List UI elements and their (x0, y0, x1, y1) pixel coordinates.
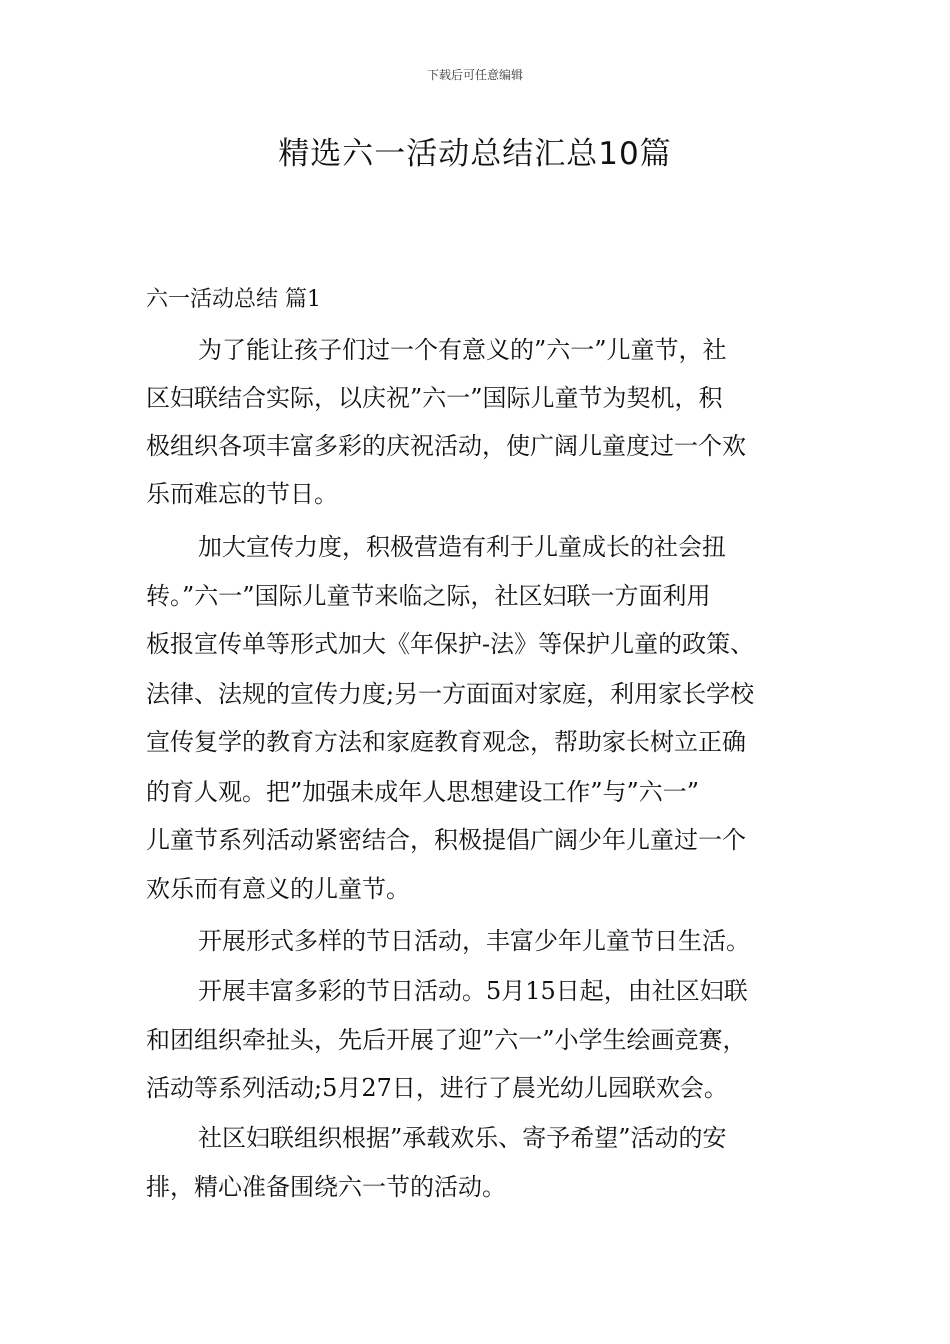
paragraph-line: 的育人观。把”加强未成年人思想建设工作”与”六一” (146, 778, 700, 806)
paragraph-line: 为了能让孩子们过一个有意义的”六一”儿童节，社 (198, 336, 727, 364)
paragraph-line: 转。”六一”国际儿童节来临之际，社区妇联一方面利用 (146, 582, 711, 610)
paragraph-line: 活动等系列活动;5月27日，进行了晨光幼儿园联欢会。 (146, 1074, 728, 1102)
paragraph-line: 区妇联结合实际，以庆祝”六一”国际儿童节为契机，积 (146, 384, 723, 412)
paragraph-line: 和团组织牵扯头，先后开展了迎”六一”小学生绘画竞赛， (146, 1026, 747, 1054)
paragraph-line: 加大宣传力度，积极营造有利于儿童成长的社会扭 (198, 533, 726, 561)
paragraph-line: 板报宣传单等形式加大《年保护-法》等保护儿童的政策、 (146, 630, 755, 658)
paragraph-line: 极组织各项丰富多彩的庆祝活动，使广阔儿童度过一个欢 (146, 432, 746, 460)
section-heading: 六一活动总结 篇1 (146, 287, 321, 312)
paragraph-line: 乐而难忘的节日。 (146, 480, 338, 508)
paragraph-line: 法律、法规的宣传力度;另一方面面对家庭，利用家长学校 (146, 680, 755, 708)
paragraph-line: 排，精心准备围绕六一节的活动。 (146, 1173, 506, 1201)
paragraph-line: 社区妇联组织根据”承载欢乐、寄予希望”活动的安 (198, 1124, 727, 1152)
header-note: 下载后可任意编辑 (426, 68, 523, 82)
paragraph-line: 宣传复学的教育方法和家庭教育观念，帮助家长树立正确 (146, 728, 746, 756)
paragraph-line: 儿童节系列活动紧密结合，积极提倡广阔少年儿童过一个 (146, 826, 746, 854)
document-title: 精选六一活动总结汇总10篇 (278, 136, 672, 172)
paragraph-line: 开展形式多样的节日活动，丰富少年儿童节日生活。 (198, 927, 750, 955)
paragraph-line: 开展丰富多彩的节日活动。5月15日起，由社区妇联 (198, 977, 748, 1005)
paragraph-line: 欢乐而有意义的儿童节。 (146, 875, 410, 903)
